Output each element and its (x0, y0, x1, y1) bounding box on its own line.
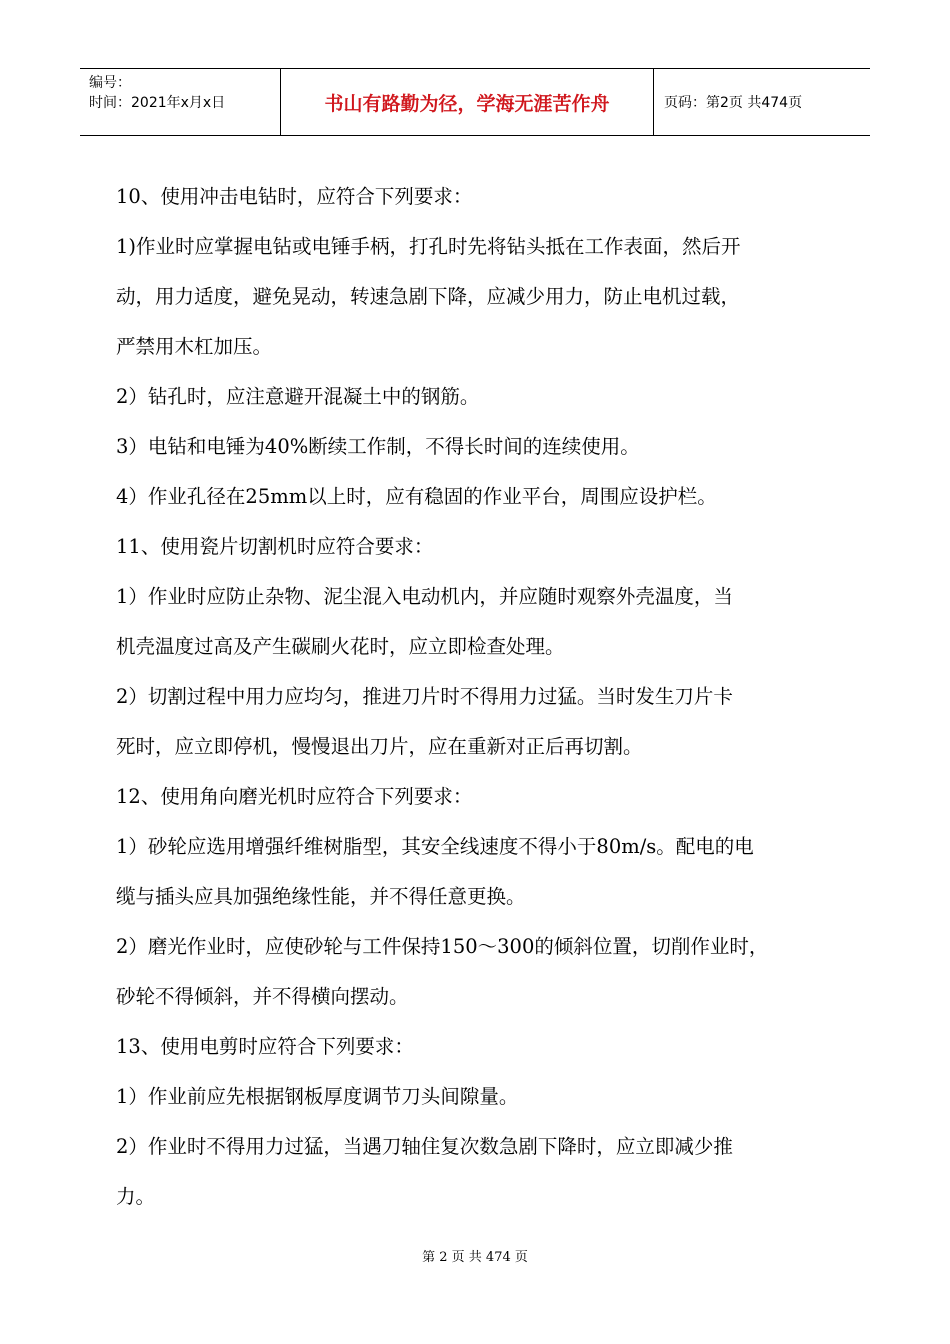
text-line: 严禁用木杠加压。 (116, 335, 273, 358)
text-line: 1)作业时应掌握电钻或电锤手柄，打孔时先将钻头抵在工作表面，然后开 (116, 235, 741, 258)
document-body (116, 172, 856, 1222)
document-number-label: 编号： (89, 75, 131, 91)
page-header (80, 68, 870, 136)
text-line: 2）切割过程中用力应均匀，推进刀片时不得用力过猛。当时发生刀片卡 (116, 685, 733, 708)
text-line: 4）作业孔径在25mm以上时，应有稳固的作业平台，周围应设护栏。 (116, 485, 717, 508)
text-line: 10、使用冲击电钻时，应符合下列要求： (116, 185, 473, 208)
header-motto: 书山有路勤为径，学海无涯苦作舟 (281, 69, 654, 135)
text-line: 12、使用角向磨光机时应符合下列要求： (116, 785, 473, 808)
page-footer: 第 2 页 共 474 页 (422, 1250, 528, 1265)
text-line: 2）钻孔时，应注意避开混凝土中的钢筋。 (116, 385, 480, 408)
text-line: 机壳温度过高及产生碳刷火花时，应立即检查处理。 (116, 635, 565, 658)
text-line: 缆与插头应具加强绝缘性能，并不得任意更换。 (116, 885, 526, 908)
text-line: 2）作业时不得用力过猛，当遇刀轴住复次数急剧下降时，应立即减少推 (116, 1135, 733, 1158)
header-meta (80, 69, 281, 135)
text-line: 3）电钻和电锤为40%断续工作制，不得长时间的连续使用。 (116, 435, 640, 458)
text-line: 13、使用电剪时应符合下列要求： (116, 1035, 414, 1058)
text-line: 2）磨光作业时，应使砂轮与工件保持150～300的倾斜位置，切削作业时， (116, 935, 769, 958)
text-line: 死时，应立即停机，慢慢退出刀片，应在重新对正后再切割。 (116, 735, 643, 758)
header-page-info: 页码：第2页 共474页 (664, 95, 803, 111)
document-date: 时间：2021年x月x日 (89, 95, 226, 111)
text-line: 动，用力适度，避免晃动，转速急剧下降，应减少用力，防止电机过载， (116, 285, 741, 308)
text-line: 力。 (116, 1185, 156, 1208)
text-line: 11、使用瓷片切割机时应符合要求： (116, 535, 434, 558)
text-line: 1）作业时应防止杂物、泥尘混入电动机内，并应随时观察外壳温度，当 (116, 585, 733, 608)
text-line: 1）砂轮应选用增强纤维树脂型，其安全线速度不得小于80m/s。配电的电 (116, 835, 754, 858)
text-line: 1）作业前应先根据钢板厚度调节刀头间隙量。 (116, 1085, 519, 1108)
text-line: 砂轮不得倾斜，并不得横向摆动。 (116, 985, 409, 1008)
